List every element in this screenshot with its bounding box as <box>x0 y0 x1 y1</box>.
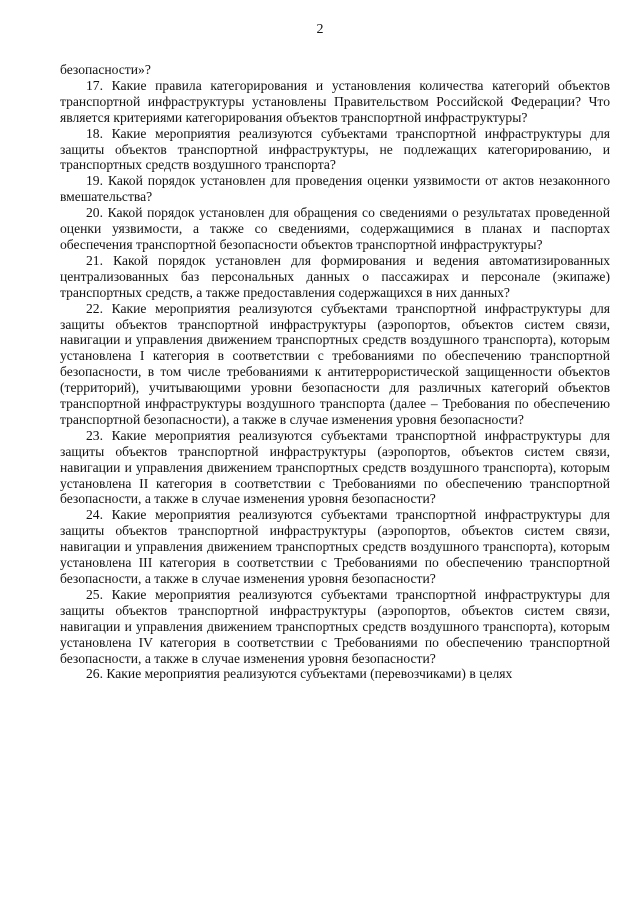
question-23: 23. Какие мероприятия реализуются субъектами транспортной инфраструктуры для защиты объектов транспортной инфраструктуры (аэропортов, объектов систем связи, навигации и управления движением транспортных средств воздушного транспорта), которым установлена II категория в соответствии с Требованиями по обеспечению транспортной безопасности, а также в случае изменения уровня безопасности? <box>60 427 610 507</box>
question-24: 24. Какие мероприятия реализуются субъектами транспортной инфраструктуры для защиты объектов транспортной инфраструктуры (аэропортов, объектов систем связи, навигации и управления движением транспортных средств воздушного транспорта), которым установлена III категория в соответствии с Требованиями по обеспечению транспортной безопасности, а также в случае изменения уровня безопасности? <box>60 507 610 586</box>
question-20: 20. Какой порядок установлен для обращения со сведениями о результатах проведенной оценки уязвимости, а также со сведениями, содержащимися в планах и паспортах обеспечения транспортной безопасности объектов транспортной инфраструктуры? <box>60 205 610 252</box>
question-21: 21. Какой порядок установлен для формирования и ведения автоматизированных централизованных баз персональных данных о пассажирах и персонале (экипаже) транспортных средств, а также предоставления содержащихся в них данных? <box>60 252 610 300</box>
question-17: 17. Какие правила категорирования и установления количества категорий объектов транспортной инфраструктуры установлены Правительством Российской Федерации? Что является критериями категорирования объектов транспортной инфраструктуры? <box>60 77 610 125</box>
paragraph-continuation: безопасности»? <box>60 62 151 77</box>
page-number: 2 <box>316 22 324 37</box>
question-26: 26. Какие мероприятия реализуются субъектами (перевозчиками) в целях <box>86 666 513 682</box>
document-body <box>60 62 610 682</box>
question-18: 18. Какие мероприятия реализуются субъектами транспортной инфраструктуры для защиты объектов транспортной инфраструктуры, не подлежащих категорированию, и транспортных средств воздушного транспорта? <box>60 125 610 173</box>
question-25: 25. Какие мероприятия реализуются субъектами транспортной инфраструктуры для защиты объектов транспортной инфраструктуры (аэропортов, объектов систем связи, навигации и управления движением транспортных средств воздушного транспорта), которым установлена IV категория в соответствии с Требованиями по обеспечению транспортной безопасности, а также в случае изменения уровня безопасности? <box>60 586 610 666</box>
question-22: 22. Какие мероприятия реализуются субъектами транспортной инфраструктуры для защиты объектов транспортной инфраструктуры (аэропортов, объектов систем связи, навигации и управления движением транспортных средств воздушного транспорта), которым установлена I категория в соответствии с требованиями по обеспечению транспортной безопасности, в том числе требованиями к антитеррористической защищенности объектов (территорий), учитывающими уровни безопасности для различных категорий объектов транспортной инфраструктуры воздушного транспорта (далее – Требования по обеспечению транспортной безопасности), а также в случае изменения уровня безопасности? <box>60 300 610 427</box>
question-19: 19. Какой порядок установлен для проведения оценки уязвимости от актов незаконного вмешательства? <box>60 173 610 205</box>
